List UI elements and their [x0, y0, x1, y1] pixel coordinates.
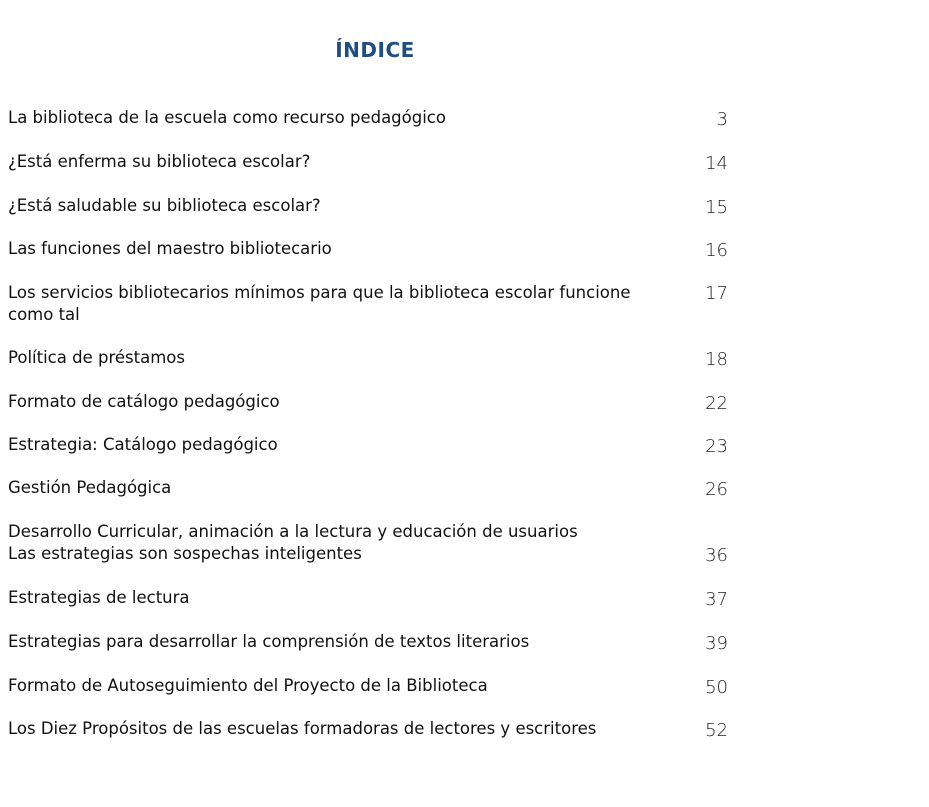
toc-entry-page: 26 [705, 479, 728, 500]
toc-entry-label-line: La biblioteca de la escuela como recurso pedagógico [8, 108, 446, 127]
toc-entry-page: 52 [705, 720, 728, 741]
toc-entry-label-line: ¿Está enferma su biblioteca escolar? [8, 152, 311, 171]
toc-entry-label-line: Formato de catálogo pedagógico [8, 392, 280, 411]
toc-entry-label [8, 107, 648, 129]
toc-entry-label [8, 195, 648, 217]
toc-entry-label [8, 477, 648, 499]
toc-entry-label [8, 391, 648, 413]
toc-entry-page: 18 [705, 349, 728, 370]
toc-entry-label [8, 282, 648, 326]
toc-entry-label [8, 521, 648, 565]
toc-entry-label-line: Los servicios bibliotecarios mínimos para que la biblioteca escolar funcione [8, 283, 631, 302]
toc-entry-page: 16 [705, 240, 728, 261]
toc-entry-label [8, 238, 648, 260]
toc-entry-page: 37 [705, 589, 728, 610]
toc-entry-label-line: Estrategias de lectura [8, 588, 190, 607]
toc-entry-label-line: ¿Está saludable su biblioteca escolar? [8, 196, 321, 215]
toc-entry-page: 17 [705, 283, 728, 304]
toc-entry-page: 3 [716, 109, 728, 130]
toc-entry-label [8, 587, 648, 609]
toc-entry-page: 39 [705, 633, 728, 654]
toc-entry-label [8, 631, 648, 653]
toc-entry-label-line: Formato de Autoseguimiento del Proyecto de la Biblioteca [8, 676, 488, 695]
toc-entry-label-line: Estrategias para desarrollar la comprensión de textos literarios [8, 632, 530, 651]
toc-entry-page: 15 [705, 197, 728, 218]
toc-entry-label [8, 347, 648, 369]
toc-entry-page: 50 [705, 677, 728, 698]
toc-entry-label-line: Las funciones del maestro bibliotecario [8, 239, 332, 258]
toc-entry-page: 14 [705, 153, 728, 174]
toc-entry-page: 22 [705, 393, 728, 414]
toc-entry-label [8, 675, 648, 697]
toc-entry-label [8, 718, 648, 740]
page-title: ÍNDICE [335, 38, 415, 62]
toc-entry-label-line: Gestión Pedagógica [8, 478, 172, 497]
toc-entry-page: 36 [705, 545, 728, 566]
toc-entry-label-line: Estrategia: Catálogo pedagógico [8, 435, 278, 454]
toc-entry-label-line: Los Diez Propósitos de las escuelas formadoras de lectores y escritores [8, 719, 597, 738]
toc-entry-label-line: Las estrategias son sospechas inteligentes [8, 544, 362, 563]
toc-entry-label-line: como tal [8, 305, 80, 324]
toc-entry-label [8, 434, 648, 456]
toc-entry-page: 23 [705, 436, 728, 457]
toc-entry-label-line: Política de préstamos [8, 348, 185, 367]
toc-entry-label [8, 151, 648, 173]
toc-entry-label-line: Desarrollo Curricular, animación a la lectura y educación de usuarios [8, 522, 578, 541]
